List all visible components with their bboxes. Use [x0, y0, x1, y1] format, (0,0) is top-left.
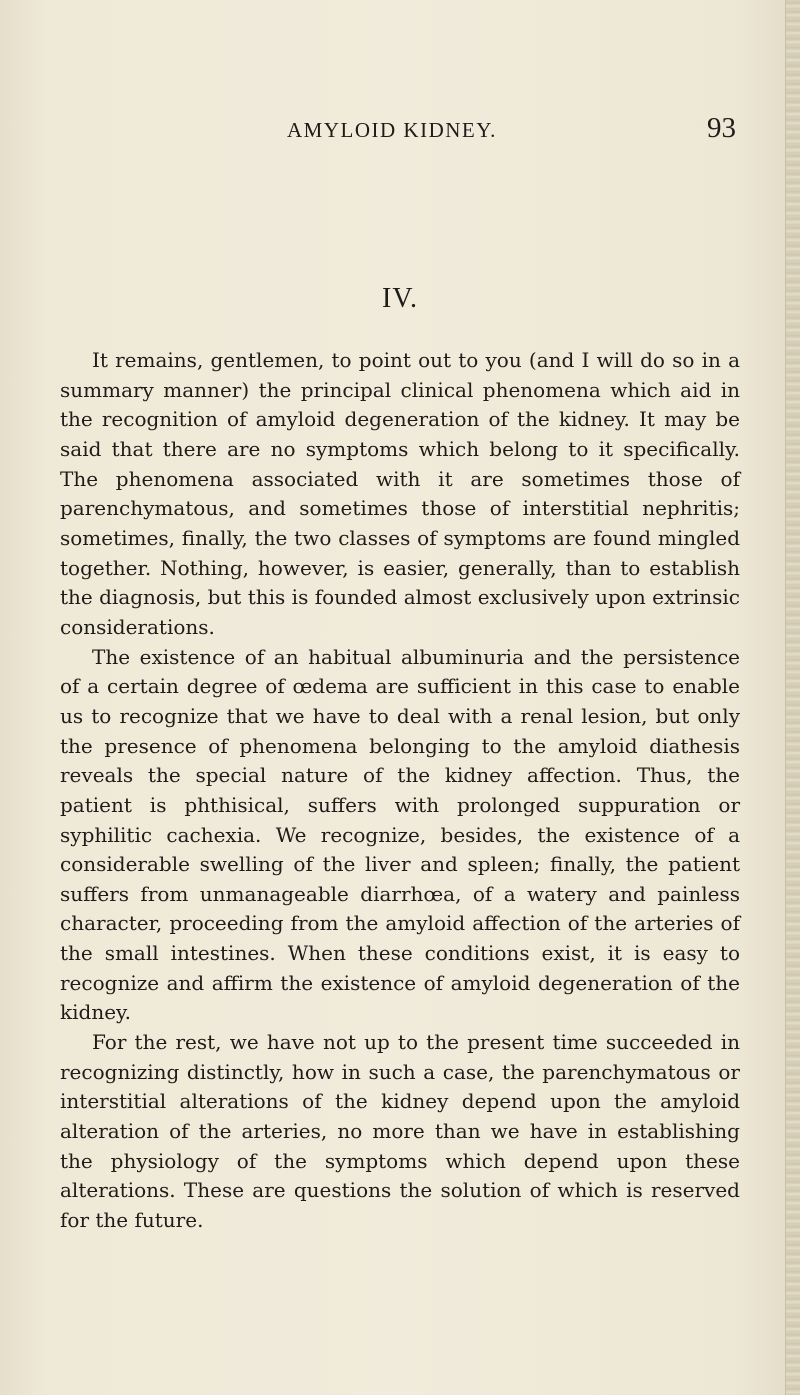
paragraph-1: It remains, gentlemen, to point out to you (and I will do so in a summary manner) the principal clinical phenomena which aid in the recognition of amyloid degeneration of the kidney. It may be said that there are no symptoms which belong to it specifically. The phenomena associated with it are sometimes those of parenchymatous, and sometimes those of interstitial nephritis; sometimes, finally, the two classes of symptoms are found mingled together. Nothing, however, is easier, generally, than to establish the diagnosis, but this is founded almost exclusively upon extrinsic considerations. — [60, 348, 740, 639]
page-edge — [785, 0, 800, 1395]
running-title: AMYLOID KIDNEY. — [287, 118, 497, 142]
section-heading: IV. — [382, 283, 418, 314]
running-head — [60, 112, 740, 152]
paragraph-2: The existence of an habitual albuminuria and the persistence of a certain degree of œdema are sufficient in this case to enable us to recognize that we have to deal with a renal lesion, but only the presence of phenomena belonging to the amyloid diathesis reveals the special nature of the kidney affection. Thus, the patient is phthisical, suffers with prolonged suppuration or syphilitic cachexia. We recognize, besides, the existence of a considerable swelling of the liver and spleen; finally, the patient suffers from unmanageable diarrhœa, of a watery and painless character, proceeding from the amyloid affection of the arteries of the small intestines. When these conditions exist, it is easy to recognize and affirm the existence of amyloid degeneration of the kidney. — [60, 644, 740, 1025]
page-number: 93 — [707, 112, 736, 144]
body-text — [60, 346, 740, 1236]
paragraph-3: For the rest, we have not up to the present time succeeded in recognizing distinctly, how in such a case, the parenchymatous or interstitial alterations of the kidney depend upon the amyloid alteration of the arteries, no more than we have in establishing the physiology of the symptoms which depend upon these alterations. These are questions the solution of which is reserved for the future. — [60, 1030, 740, 1233]
